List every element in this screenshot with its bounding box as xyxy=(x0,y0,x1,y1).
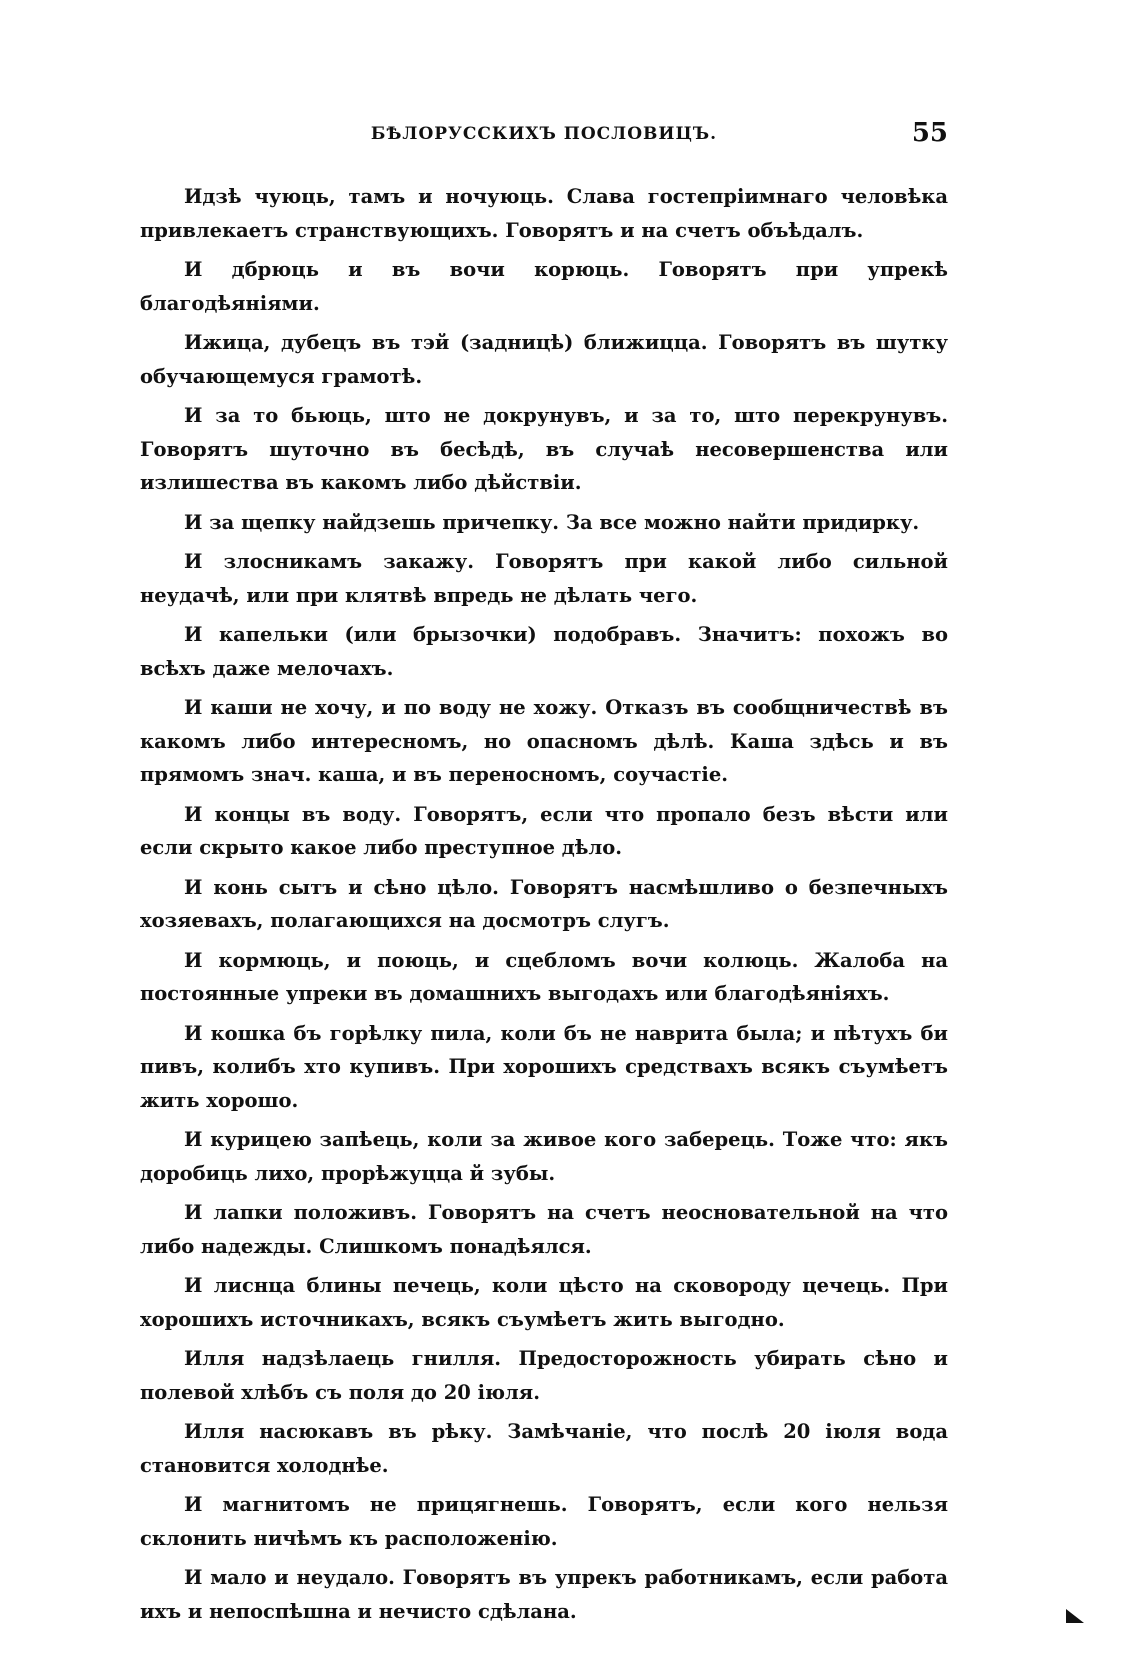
proverb-list xyxy=(140,180,948,1634)
scan-corner-mark xyxy=(1066,1609,1084,1623)
proverb-entry: И кормюць, и поюць, и сцебломъ вочи колюць. Жалоба на постоянные упреки въ домашнихъ выгодахъ или благодѣяніяхъ. xyxy=(140,948,948,1005)
proverb-entry: И конь сытъ и сѣно цѣло. Говорятъ насмѣшливо о безпечныхъ хозяевахъ, полагающихся на досмотръ слугъ. xyxy=(140,875,948,932)
proverb-entry: И концы въ воду. Говорятъ, если что пропало безъ вѣсти или если скрыто какое либо преступное дѣло. xyxy=(140,802,948,859)
proverb-entry: Идзѣ чуюць, тамъ и ночуюць. Слава гостепріимнаго человѣка привлекаетъ странствующихъ. Говорятъ и на счетъ объѣдалъ. xyxy=(140,185,948,242)
proverb-entry: И капельки (или брызочки) подобравъ. Значитъ: похожъ во всѣхъ даже мелочахъ. xyxy=(140,623,948,680)
proverb-entry: И кошка бъ горѣлку пила, коли бъ не наврита была; и пѣтухъ би пивъ, колибъ хто купивъ. При хорошихъ средствахъ всякъ съумѣетъ жить хорошо. xyxy=(140,1021,948,1112)
running-header xyxy=(140,118,948,158)
proverb-entry: Илля надзѣлаець гнилля. Предосторожность убирать сѣно и полевой хлѣбъ съ поля до 20 іюля. xyxy=(140,1347,948,1404)
running-title: БѢЛОРУССКИХЪ ПОСЛОВИЦЪ. xyxy=(370,124,718,144)
proverb-entry: И курицею запѣець, коли за живое кого заберець. Тоже что: якъ доробиць лихо, прорѣжуцца й зубы. xyxy=(140,1128,948,1185)
proverb-entry: И каши не хочу, и по воду не хожу. Отказъ въ сообщничествѣ въ какомъ либо интересномъ, но опасномъ дѣлѣ. Каша здѣсь и въ прямомъ знач. каша, и въ переносномъ, соучастіе. xyxy=(140,696,948,786)
proverb-entry: И магнитомъ не прицягнешь. Говорятъ, если кого нельзя склонить ничѣмъ къ расположенію. xyxy=(140,1493,948,1550)
proverb-entry: И лапки положивъ. Говорятъ на счетъ неосновательной на что либо надежды. Слишкомъ понадѣялся. xyxy=(140,1201,948,1258)
proverb-entry: И за щепку найдзешь причепку. За все можно найти придирку. xyxy=(184,510,920,534)
page-number: 55 xyxy=(911,118,948,148)
proverb-entry: И дбрюць и въ вочи корюць. Говорятъ при упрекѣ благодѣяніями. xyxy=(140,258,948,315)
proverb-entry: И мало и неудало. Говорятъ въ упрекъ работникамъ, если работа ихъ и непоспѣшна и нечисто сдѣлана. xyxy=(140,1566,948,1623)
proverb-entry: И за то бьюць, што не докрунувъ, и за то, што перекрунувъ. Говорятъ шуточно въ бесѣдѣ, въ случаѣ несовершенства или излишества въ какомъ либо дѣйствіи. xyxy=(140,404,948,494)
proverb-entry: Илля насюкавъ въ рѣку. Замѣчаніе, что послѣ 20 іюля вода становится холоднѣе. xyxy=(140,1420,948,1477)
proverb-entry: Ижица, дубецъ въ тэй (задницѣ) ближицца. Говорятъ въ шутку обучающемуся грамотѣ. xyxy=(140,331,948,388)
proverb-entry: И злосникамъ закажу. Говорятъ при какой либо сильной неудачѣ, или при клятвѣ впредь не дѣлать чего. xyxy=(140,550,948,607)
proverb-entry: И лиснца блины печець, коли цѣсто на сковороду цечець. При хорошихъ источникахъ, всякъ съумѣетъ жить выгодно. xyxy=(140,1274,948,1331)
